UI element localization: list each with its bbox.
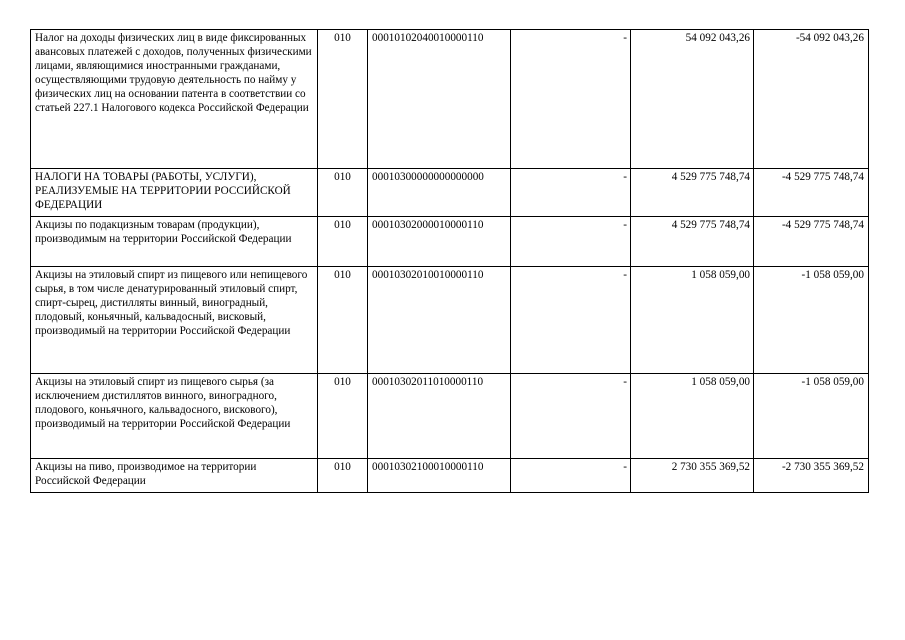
row-income-code: 00010102040010000110 <box>368 30 511 169</box>
row-executed: 4 529 775 748,74 <box>631 169 754 217</box>
row-income-code: 00010302100010000110 <box>368 459 511 493</box>
row-executed: 1 058 059,00 <box>631 374 754 459</box>
row-unexecuted: -4 529 775 748,74 <box>754 217 869 267</box>
row-line-code: 010 <box>318 217 368 267</box>
row-unexecuted: -1 058 059,00 <box>754 374 869 459</box>
row-approved: - <box>511 30 631 169</box>
table-row <box>31 217 869 267</box>
row-income-code: 00010302011010000110 <box>368 374 511 459</box>
row-approved: - <box>511 374 631 459</box>
table-row <box>31 459 869 493</box>
row-executed: 1 058 059,00 <box>631 267 754 374</box>
row-approved: - <box>511 169 631 217</box>
row-approved: - <box>511 267 631 374</box>
row-executed: 54 092 043,26 <box>631 30 754 169</box>
row-name: Налог на доходы физических лиц в виде фиксированных авансовых платежей с доходов, полученных физическими лицами, являющимися иностранными гражданами, осуществляющими трудовую деятельность по найму у физических лиц на основании патента в соответствии со статьей 227.1 Налогового кодекса Российской Федерации <box>31 30 318 169</box>
row-income-code: 00010302000010000110 <box>368 217 511 267</box>
table-row <box>31 169 869 217</box>
row-line-code: 010 <box>318 459 368 493</box>
row-unexecuted: -2 730 355 369,52 <box>754 459 869 493</box>
row-name: Акцизы на этиловый спирт из пищевого или непищевого сырья, в том числе денатурированный этиловый спирт, спирт-сырец, дистилляты винный, виноградный, плодовый, коньячный, кальвадосный, висковый, производимый на территории Российской Федерации <box>31 267 318 374</box>
row-income-code: 00010302010010000110 <box>368 267 511 374</box>
table-row <box>31 30 869 169</box>
row-unexecuted: -4 529 775 748,74 <box>754 169 869 217</box>
row-name: Акцизы на этиловый спирт из пищевого сырья (за исключением дистиллятов винного, виноградного, плодового, коньячного, кальвадосного, вискового), производимый на территории Российской Федерации <box>31 374 318 459</box>
row-executed: 2 730 355 369,52 <box>631 459 754 493</box>
row-approved: - <box>511 459 631 493</box>
row-line-code: 010 <box>318 267 368 374</box>
row-name: НАЛОГИ НА ТОВАРЫ (РАБОТЫ, УСЛУГИ), РЕАЛИЗУЕМЫЕ НА ТЕРРИТОРИИ РОССИЙСКОЙ ФЕДЕРАЦИИ <box>31 169 318 217</box>
row-line-code: 010 <box>318 374 368 459</box>
row-name: Акцизы на пиво, производимое на территории Российской Федерации <box>31 459 318 493</box>
row-unexecuted: -1 058 059,00 <box>754 267 869 374</box>
table-row <box>31 374 869 459</box>
row-unexecuted: -54 092 043,26 <box>754 30 869 169</box>
row-executed: 4 529 775 748,74 <box>631 217 754 267</box>
budget-execution-table <box>30 29 869 493</box>
row-name: Акцизы по подакцизным товарам (продукции), производимым на территории Российской Федерации <box>31 217 318 267</box>
row-line-code: 010 <box>318 169 368 217</box>
table-row <box>31 267 869 374</box>
row-approved: - <box>511 217 631 267</box>
row-line-code: 010 <box>318 30 368 169</box>
row-income-code: 00010300000000000000 <box>368 169 511 217</box>
